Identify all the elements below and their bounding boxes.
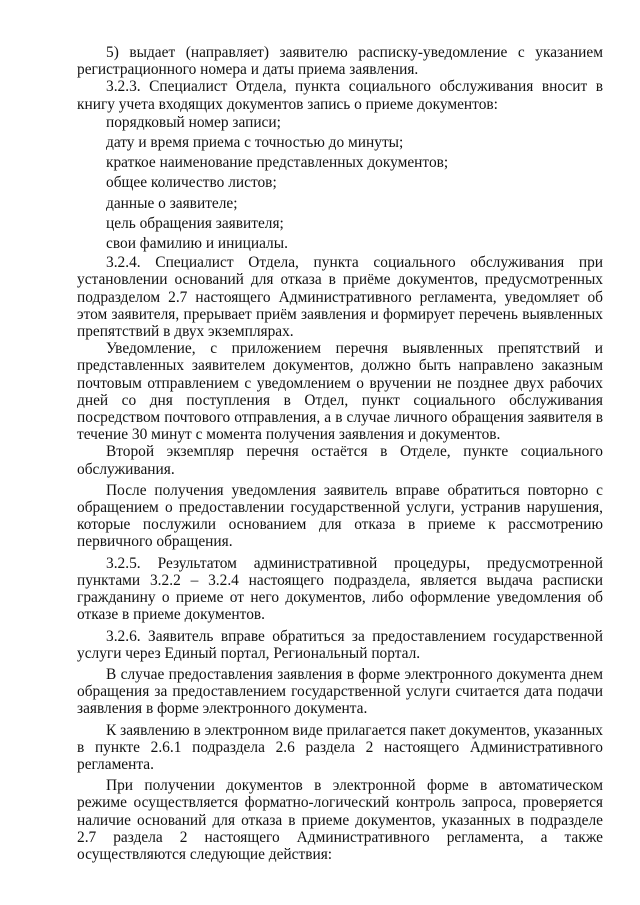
list-item: цель обращения заявителя; bbox=[106, 214, 284, 232]
paragraph-item-5: 5) выдает (направляет) заявителю расписку-уведомление с указанием регистрационного номера и даты приема заявления. bbox=[77, 44, 603, 79]
list-item: порядковый номер записи; bbox=[106, 113, 281, 131]
paragraph-3-2-6: 3.2.6. Заявитель вправе обратиться за предоставлением государственной услуги через Единый портал, Региональный портал. bbox=[77, 627, 603, 662]
list-item: данные о заявителе; bbox=[106, 194, 238, 212]
paragraph-3-2-3: 3.2.3. Специалист Отдела, пункта социального обслуживания вносит в книгу учета входящих документов запись о приеме документов: bbox=[77, 78, 603, 113]
document-page bbox=[77, 44, 603, 863]
list-item: свои фамилию и инициалы. bbox=[106, 235, 288, 253]
paragraph-electronic-package: К заявлению в электронном виде прилагается пакет документов, указанных в пункте 2.6.1 подраздела 2.6 раздела 2 настоящего Административного регламента. bbox=[77, 721, 603, 773]
paragraph-format-control: При получении документов в электронной форме в автоматическом режиме осуществляется форматно-логический контроль запроса, проверяется наличие оснований для отказа в приеме документов, указанных в подразделе 2.7 раздела 2 настоящего Административного регламента, а также осуществляются следующие действия: bbox=[77, 777, 603, 863]
paragraph-3-2-5: 3.2.5. Результатом административной процедуры, предусмотренной пунктами 3.2.2 – 3.2.4 настоящего подраздела, является выдача расписки гражданину о приеме от него документов, либо оформление уведомления об отказе в приеме документов. bbox=[77, 554, 603, 624]
paragraph-second-copy: Второй экземпляр перечня остаётся в Отделе, пункте социального обслуживания. bbox=[77, 443, 603, 478]
list-item: общее количество листов; bbox=[106, 174, 277, 192]
paragraph-3-2-4: 3.2.4. Специалист Отдела, пункта социального обслуживания при установлении оснований для отказа в приёме документов, предусмотренных подразделом 2.7 настоящего Административного регламента, уведомляет об этом заявителя, прерывает приём заявления и формирует перечень выявленных препятствий в двух экземплярах. bbox=[77, 254, 603, 341]
paragraph-repeat-request: После получения уведомления заявитель вправе обратиться повторно с обращением о предоставлении государственной услуги, устранив нарушения, которые послужили основанием для отказа в приеме к рассмотрению первичного обращения. bbox=[77, 481, 603, 551]
paragraph-notification: Уведомление, с приложением перечня выявленных препятствий и представленных заявителем документов, должно быть направлено заказным почтовым отправлением с уведомлением о вручении не позднее двух рабочих дней со дня поступления в Отдел, пункт социального обслуживания посредством почтового отправления, а в случае личного обращения заявителя в течение 30 минут с момента получения заявления и документов. bbox=[77, 340, 603, 444]
list-item: дату и время приема с точностью до минуты; bbox=[106, 134, 404, 152]
list-item: краткое наименование представленных документов; bbox=[106, 154, 449, 172]
paragraph-electronic-date: В случае предоставления заявления в форме электронного документа днем обращения за предоставлением государственной услуги считается дата подачи заявления в форме электронного документа. bbox=[77, 665, 603, 718]
record-fields-list bbox=[77, 113, 603, 254]
